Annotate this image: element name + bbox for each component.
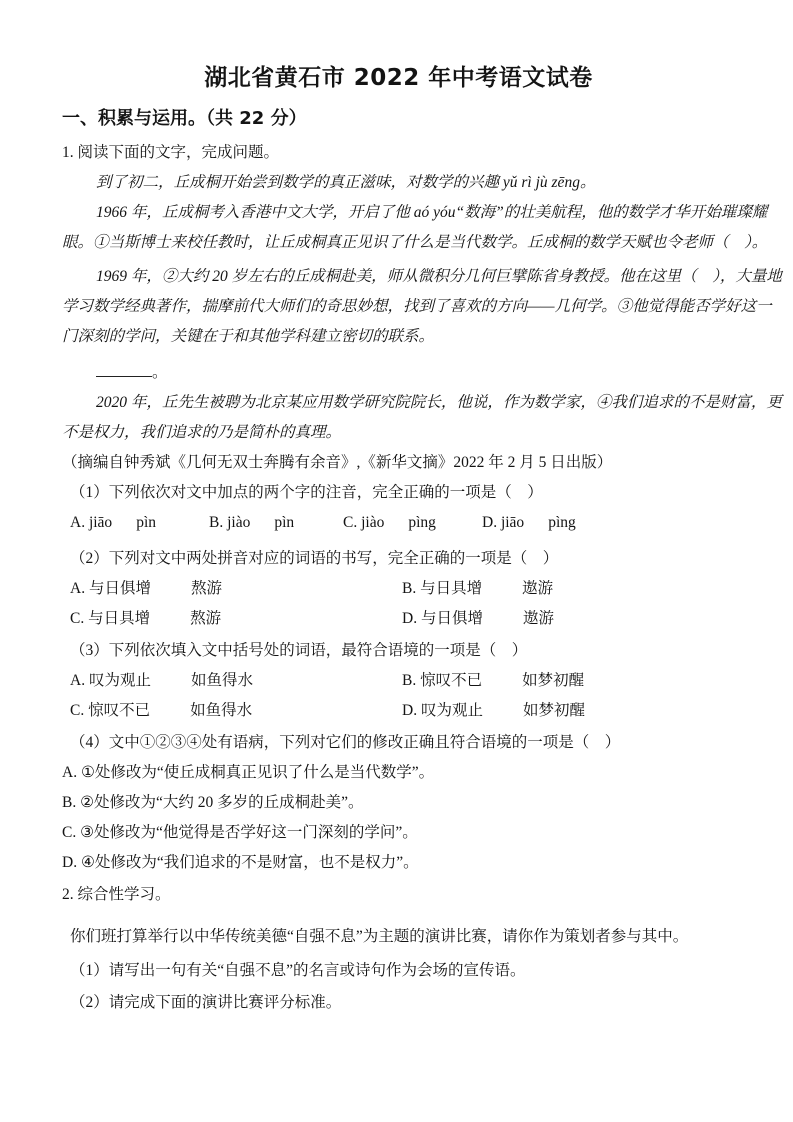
option-word2: pìng (548, 514, 576, 531)
option-label-word: D. 与日俱增 (402, 610, 483, 627)
q1-sub3-options-row1 (62, 666, 735, 696)
option-a (70, 508, 209, 538)
q2-sub1: （1）请写出一句有关“自强不息”的名言或诗句作为会场的宣传语。 (70, 962, 526, 979)
option-word2: 熬游 (190, 580, 222, 597)
option-label-word: B. 与日具增 (402, 580, 483, 597)
option-a (70, 574, 402, 604)
q1-sub2-stem: （2）下列对文中两处拼音对应的词语的书写，完全正确的一项是（ ） (70, 550, 559, 567)
passage-text: 为北京某应用数学研究院院长，他说，作为数学家，④我们追求的不是财富，更 (239, 394, 782, 411)
q1-sub4-stem: （4）文中①②③④处有语病，下列对它们的修改正确且符合语境的一项是（ ） (70, 734, 621, 751)
blank-underline (96, 361, 152, 378)
option-word2: pìn (274, 514, 295, 531)
q1-sub4-option-b: B. ②处修改为“大约 20 多岁的丘成桐赴美”。 (62, 794, 364, 811)
q1-sub1-options (62, 508, 735, 538)
option-label-word: C. 惊叹不已 (70, 702, 151, 719)
option-d (402, 696, 585, 726)
option-word2: 如鱼得水 (190, 672, 253, 689)
exam-title: 湖北省黄石市 2022 年中考语文试卷 (204, 65, 593, 91)
option-label-word: C. jiào (343, 514, 385, 531)
passage-source: （摘编自钟秀斌《几何无双士奔腾有余音》,《新华文摘》2022 年 2 月 5 日出版） (62, 454, 613, 471)
section-heading: 一、积累与运用。（共 22 分） (62, 108, 307, 129)
q1-sub2-options-row1 (62, 574, 735, 604)
blank-answer-line (62, 358, 735, 388)
dotted-char-pin: 聘 (223, 394, 240, 411)
option-c (343, 508, 482, 538)
option-word2: 遨游 (522, 580, 554, 597)
q1-sub1-stem: （1）下列依次对文中加点的两个字的注音，完全正确的一项是（ ） (70, 484, 543, 501)
q1-sub4-option-d: D. ④处修改为“我们追求的不是财富，也不是权力”。 (62, 854, 419, 871)
option-b (402, 574, 553, 604)
option-d (482, 508, 576, 538)
q1-sub3-stem: （3）下列依次填入文中括号处的词语，最符合语境的一项是（ ） (70, 642, 528, 659)
option-label-word: A. jiāo (70, 514, 113, 531)
passage-p4-line2: 不是权力，我们追求的乃是简朴的真理。 (62, 424, 342, 441)
option-word2: 如梦初醒 (522, 672, 585, 689)
option-c (70, 696, 402, 726)
option-label-word: A. 与日俱增 (70, 580, 151, 597)
blank-period: 。 (152, 364, 168, 381)
q1-sub4-option-c: C. ③处修改为“他觉得是否学好这一门深刻的学问”。 (62, 824, 418, 841)
q1-sub4-option-a: A. ①处修改为“使丘成桐真正见识了什么是当代数学”。 (62, 764, 435, 781)
passage-p3-line3: 门深刻的学问，关键在于和其他学科建立密切的联系。 (62, 328, 435, 345)
passage-text: 2020 年，丘先生被 (96, 394, 224, 411)
option-label-word: D. jiāo (482, 514, 525, 531)
passage-text: 眼。①当斯博士来校任 (62, 234, 218, 251)
option-label-word: B. 惊叹不已 (402, 672, 483, 689)
option-word2: 熬游 (190, 610, 222, 627)
option-label-word: A. 叹为观止 (70, 672, 151, 689)
passage-paragraph-1: 到了初二，丘成桐开始尝到数学的真正滋味，对数学的兴趣 yǔ rì jù zēng。 (96, 174, 596, 191)
question-2-stem: 2. 综合性学习。 (62, 886, 171, 903)
option-word2: 如梦初醒 (522, 702, 585, 719)
q1-sub3-options-row2 (62, 696, 735, 726)
option-label-word: D. 叹为观止 (402, 702, 483, 719)
option-word2: pìn (136, 514, 156, 531)
option-b (209, 508, 343, 538)
option-label-word: C. 与日具增 (70, 610, 151, 627)
option-word2: 如鱼得水 (190, 702, 253, 719)
passage-text: 时，让丘成桐真正见识了什么是当代数学。丘成桐的数学天赋也令老师（ ）。 (232, 234, 768, 251)
passage-p2-line2 (62, 228, 768, 258)
passage-p3-line1: 1969 年，②大约 20 岁左右的丘成桐赴美，师从微积分几何巨擘陈省身教授。他在这里（ ），大量地 (96, 268, 782, 285)
option-b (402, 666, 584, 696)
option-word2: pìng (408, 514, 436, 531)
question-1-stem: 1. 阅读下面的文字，完成问题。 (62, 144, 280, 161)
passage-p3-line2: 学习数学经典著作，揣摩前代大师们的奇思妙想，找到了喜欢的方向——几何学。③他觉得能否学好这一 (62, 298, 772, 315)
q2-sub2: （2）请完成下面的演讲比赛评分标准。 (70, 994, 342, 1011)
q2-intro: 你们班打算举行以中华传统美德“自强不息”为主题的演讲比赛，请你作为策划者参与其中。 (70, 928, 689, 945)
passage-p2-line1: 1966 年，丘成桐考入香港中文大学，开启了他 aó yóu“数海”的壮美航程，他的数学才华开始璀璨耀 (96, 204, 768, 221)
dotted-char-jiao: 教 (217, 234, 233, 251)
option-a (70, 666, 402, 696)
option-label-word: B. jiào (209, 514, 251, 531)
option-d (402, 604, 554, 634)
passage-p4-line1 (62, 388, 782, 418)
option-word2: 遨游 (522, 610, 554, 627)
option-c (70, 604, 402, 634)
q1-sub2-options-row2 (62, 604, 735, 634)
